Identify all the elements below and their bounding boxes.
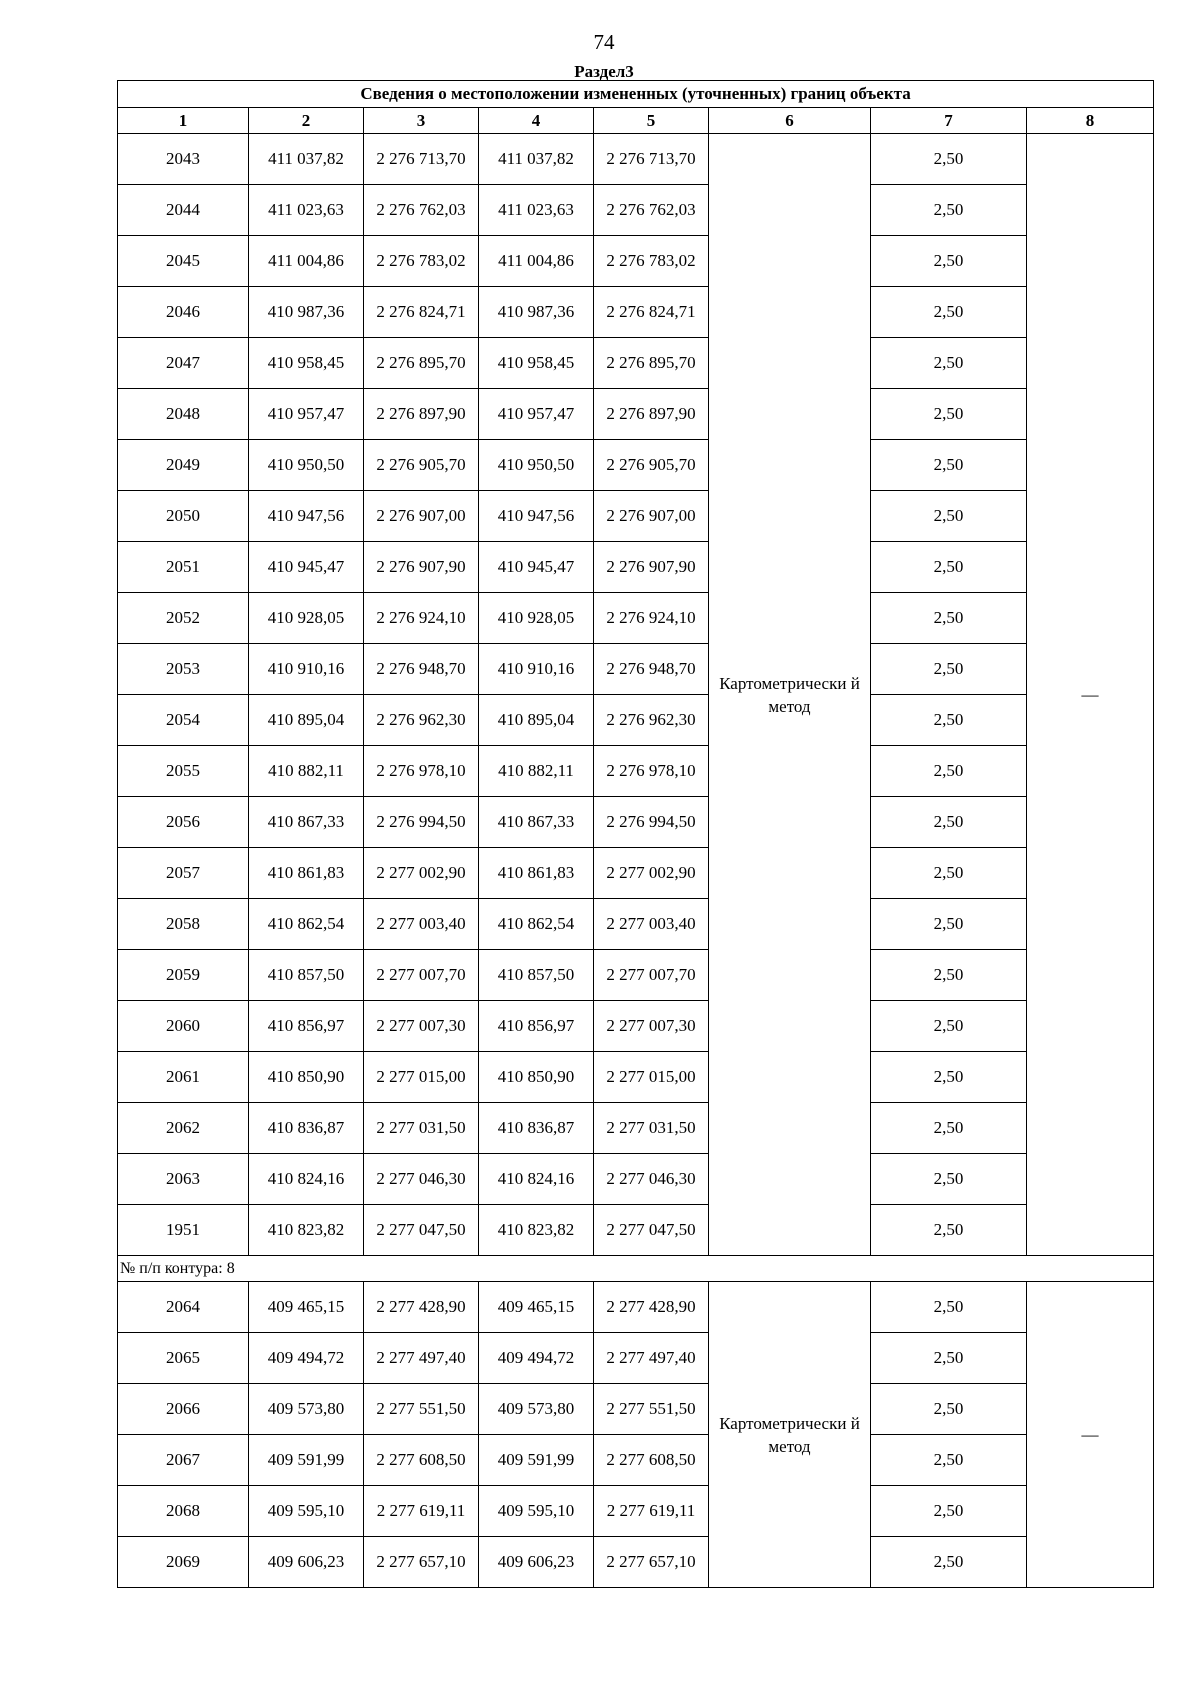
y-coordinate: 2 276 897,90 [364, 389, 479, 440]
column-number-row [118, 108, 1154, 134]
x-coordinate: 409 606,23 [249, 1537, 364, 1588]
point-number: 2068 [118, 1486, 249, 1537]
x-coordinate: 410 857,50 [249, 950, 364, 1001]
column-number: 2 [249, 108, 364, 134]
section-title: Раздел3 [574, 62, 634, 81]
x-coordinate-new: 410 836,87 [479, 1103, 594, 1154]
table-row [118, 440, 1154, 491]
table-row [118, 950, 1154, 1001]
table-row [118, 797, 1154, 848]
point-number: 2061 [118, 1052, 249, 1103]
point-number: 2053 [118, 644, 249, 695]
table-row [118, 1282, 1154, 1333]
y-coordinate-new: 2 276 907,90 [594, 542, 709, 593]
precision-value: 2,50 [871, 389, 1027, 440]
y-coordinate-new: 2 276 783,02 [594, 236, 709, 287]
x-coordinate: 411 004,86 [249, 236, 364, 287]
x-coordinate-new: 410 861,83 [479, 848, 594, 899]
x-coordinate-new: 410 910,16 [479, 644, 594, 695]
point-number: 2058 [118, 899, 249, 950]
table-row [118, 1154, 1154, 1205]
precision-value: 2,50 [871, 644, 1027, 695]
column-8-cell: — [1027, 134, 1154, 1256]
point-number: 2056 [118, 797, 249, 848]
point-number: 2066 [118, 1384, 249, 1435]
coordinates-table [117, 80, 1154, 1588]
column-number: 3 [364, 108, 479, 134]
point-number: 2045 [118, 236, 249, 287]
column-number: 6 [709, 108, 871, 134]
x-coordinate: 409 595,10 [249, 1486, 364, 1537]
precision-value: 2,50 [871, 1154, 1027, 1205]
precision-value: 2,50 [871, 185, 1027, 236]
table-row [118, 746, 1154, 797]
table-row [118, 1435, 1154, 1486]
y-coordinate: 2 276 948,70 [364, 644, 479, 695]
precision-value: 2,50 [871, 1282, 1027, 1333]
x-coordinate-new: 410 824,16 [479, 1154, 594, 1205]
y-coordinate: 2 276 824,71 [364, 287, 479, 338]
point-number: 2052 [118, 593, 249, 644]
y-coordinate: 2 277 619,11 [364, 1486, 479, 1537]
table-row [118, 593, 1154, 644]
table-caption: Сведения о местоположении измененных (уточненных) границ объекта [118, 81, 1154, 108]
x-coordinate: 409 494,72 [249, 1333, 364, 1384]
method-cell: Картометрически й метод [709, 134, 871, 1256]
table-row [118, 644, 1154, 695]
y-coordinate-new: 2 276 907,00 [594, 491, 709, 542]
y-coordinate-new: 2 276 905,70 [594, 440, 709, 491]
x-coordinate-new: 410 895,04 [479, 695, 594, 746]
x-coordinate: 410 836,87 [249, 1103, 364, 1154]
x-coordinate: 410 928,05 [249, 593, 364, 644]
x-coordinate: 410 823,82 [249, 1205, 364, 1256]
x-coordinate-new: 411 023,63 [479, 185, 594, 236]
point-number: 2050 [118, 491, 249, 542]
precision-value: 2,50 [871, 695, 1027, 746]
y-coordinate: 2 277 657,10 [364, 1537, 479, 1588]
column-number: 1 [118, 108, 249, 134]
x-coordinate: 410 950,50 [249, 440, 364, 491]
x-coordinate: 410 861,83 [249, 848, 364, 899]
point-number: 2069 [118, 1537, 249, 1588]
precision-value: 2,50 [871, 1103, 1027, 1154]
y-coordinate-new: 2 277 657,10 [594, 1537, 709, 1588]
y-coordinate-new: 2 276 897,90 [594, 389, 709, 440]
table-row [118, 542, 1154, 593]
y-coordinate-new: 2 277 046,30 [594, 1154, 709, 1205]
point-number: 2062 [118, 1103, 249, 1154]
point-number: 2054 [118, 695, 249, 746]
x-coordinate: 410 882,11 [249, 746, 364, 797]
y-coordinate: 2 276 905,70 [364, 440, 479, 491]
x-coordinate-new: 410 856,97 [479, 1001, 594, 1052]
contour-row [118, 1256, 1154, 1282]
precision-value: 2,50 [871, 491, 1027, 542]
x-coordinate: 410 958,45 [249, 338, 364, 389]
x-coordinate-new: 409 494,72 [479, 1333, 594, 1384]
x-coordinate-new: 410 987,36 [479, 287, 594, 338]
table-row [118, 287, 1154, 338]
x-coordinate: 410 987,36 [249, 287, 364, 338]
x-coordinate: 410 850,90 [249, 1052, 364, 1103]
x-coordinate-new: 410 958,45 [479, 338, 594, 389]
page-number: 74 [593, 30, 615, 54]
precision-value: 2,50 [871, 1537, 1027, 1588]
y-coordinate: 2 277 007,70 [364, 950, 479, 1001]
precision-value: 2,50 [871, 236, 1027, 287]
precision-value: 2,50 [871, 1384, 1027, 1435]
point-number: 2051 [118, 542, 249, 593]
y-coordinate-new: 2 276 962,30 [594, 695, 709, 746]
x-coordinate-new: 411 037,82 [479, 134, 594, 185]
y-coordinate-new: 2 277 551,50 [594, 1384, 709, 1435]
table-row [118, 848, 1154, 899]
y-coordinate: 2 276 994,50 [364, 797, 479, 848]
y-coordinate-new: 2 276 924,10 [594, 593, 709, 644]
y-coordinate: 2 276 762,03 [364, 185, 479, 236]
y-coordinate: 2 276 924,10 [364, 593, 479, 644]
table-row [118, 491, 1154, 542]
point-number: 2049 [118, 440, 249, 491]
y-coordinate-new: 2 276 824,71 [594, 287, 709, 338]
point-number: 2047 [118, 338, 249, 389]
table-row [118, 1486, 1154, 1537]
point-number: 2048 [118, 389, 249, 440]
y-coordinate-new: 2 276 978,10 [594, 746, 709, 797]
column-number: 7 [871, 108, 1027, 134]
precision-value: 2,50 [871, 542, 1027, 593]
point-number: 2063 [118, 1154, 249, 1205]
y-coordinate: 2 277 608,50 [364, 1435, 479, 1486]
y-coordinate: 2 277 551,50 [364, 1384, 479, 1435]
y-coordinate: 2 277 015,00 [364, 1052, 479, 1103]
y-coordinate: 2 277 003,40 [364, 899, 479, 950]
x-coordinate: 410 945,47 [249, 542, 364, 593]
y-coordinate: 2 277 046,30 [364, 1154, 479, 1205]
x-coordinate: 409 591,99 [249, 1435, 364, 1486]
table-row [118, 1103, 1154, 1154]
precision-value: 2,50 [871, 1001, 1027, 1052]
column-number: 5 [594, 108, 709, 134]
x-coordinate: 410 957,47 [249, 389, 364, 440]
column-number: 4 [479, 108, 594, 134]
precision-value: 2,50 [871, 1205, 1027, 1256]
x-coordinate-new: 410 862,54 [479, 899, 594, 950]
point-number: 2065 [118, 1333, 249, 1384]
point-number: 2067 [118, 1435, 249, 1486]
y-coordinate-new: 2 277 007,30 [594, 1001, 709, 1052]
precision-value: 2,50 [871, 1435, 1027, 1486]
y-coordinate-new: 2 276 895,70 [594, 338, 709, 389]
precision-value: 2,50 [871, 1052, 1027, 1103]
y-coordinate: 2 277 002,90 [364, 848, 479, 899]
precision-value: 2,50 [871, 593, 1027, 644]
y-coordinate-new: 2 277 007,70 [594, 950, 709, 1001]
x-coordinate-new: 410 857,50 [479, 950, 594, 1001]
x-coordinate-new: 410 957,47 [479, 389, 594, 440]
y-coordinate-new: 2 277 619,11 [594, 1486, 709, 1537]
y-coordinate: 2 277 047,50 [364, 1205, 479, 1256]
method-cell: Картометрически й метод [709, 1282, 871, 1588]
y-coordinate-new: 2 277 047,50 [594, 1205, 709, 1256]
x-coordinate: 411 037,82 [249, 134, 364, 185]
x-coordinate: 410 856,97 [249, 1001, 364, 1052]
y-coordinate: 2 276 907,00 [364, 491, 479, 542]
x-coordinate: 410 867,33 [249, 797, 364, 848]
y-coordinate-new: 2 277 015,00 [594, 1052, 709, 1103]
precision-value: 2,50 [871, 287, 1027, 338]
table-row [118, 1384, 1154, 1435]
x-coordinate: 410 895,04 [249, 695, 364, 746]
x-coordinate: 410 947,56 [249, 491, 364, 542]
y-coordinate: 2 276 713,70 [364, 134, 479, 185]
column-8-cell: — [1027, 1282, 1154, 1588]
table-row [118, 236, 1154, 287]
table-row [118, 695, 1154, 746]
x-coordinate-new: 410 823,82 [479, 1205, 594, 1256]
point-number: 2060 [118, 1001, 249, 1052]
table-row [118, 389, 1154, 440]
x-coordinate-new: 409 573,80 [479, 1384, 594, 1435]
y-coordinate-new: 2 276 762,03 [594, 185, 709, 236]
precision-value: 2,50 [871, 746, 1027, 797]
x-coordinate-new: 410 950,50 [479, 440, 594, 491]
y-coordinate: 2 277 497,40 [364, 1333, 479, 1384]
y-coordinate-new: 2 277 497,40 [594, 1333, 709, 1384]
x-coordinate-new: 410 882,11 [479, 746, 594, 797]
table-row [118, 1333, 1154, 1384]
y-coordinate: 2 276 978,10 [364, 746, 479, 797]
y-coordinate: 2 276 962,30 [364, 695, 479, 746]
x-coordinate: 410 910,16 [249, 644, 364, 695]
precision-value: 2,50 [871, 950, 1027, 1001]
x-coordinate-new: 409 595,10 [479, 1486, 594, 1537]
point-number: 2044 [118, 185, 249, 236]
x-coordinate-new: 409 591,99 [479, 1435, 594, 1486]
y-coordinate-new: 2 277 003,40 [594, 899, 709, 950]
x-coordinate-new: 409 465,15 [479, 1282, 594, 1333]
y-coordinate-new: 2 277 608,50 [594, 1435, 709, 1486]
x-coordinate-new: 410 947,56 [479, 491, 594, 542]
x-coordinate-new: 410 928,05 [479, 593, 594, 644]
x-coordinate-new: 411 004,86 [479, 236, 594, 287]
table-row [118, 1537, 1154, 1588]
point-number: 1951 [118, 1205, 249, 1256]
precision-value: 2,50 [871, 1486, 1027, 1537]
contour-label: № п/п контура: 8 [118, 1256, 1154, 1282]
x-coordinate-new: 410 867,33 [479, 797, 594, 848]
x-coordinate: 409 573,80 [249, 1384, 364, 1435]
y-coordinate: 2 276 895,70 [364, 338, 479, 389]
precision-value: 2,50 [871, 848, 1027, 899]
y-coordinate: 2 276 907,90 [364, 542, 479, 593]
x-coordinate-new: 410 850,90 [479, 1052, 594, 1103]
y-coordinate-new: 2 276 713,70 [594, 134, 709, 185]
column-number: 8 [1027, 108, 1154, 134]
y-coordinate: 2 276 783,02 [364, 236, 479, 287]
point-number: 2043 [118, 134, 249, 185]
precision-value: 2,50 [871, 899, 1027, 950]
table-row [118, 1001, 1154, 1052]
precision-value: 2,50 [871, 338, 1027, 389]
table-row [118, 899, 1154, 950]
precision-value: 2,50 [871, 440, 1027, 491]
table-row [118, 1205, 1154, 1256]
point-number: 2057 [118, 848, 249, 899]
y-coordinate-new: 2 276 948,70 [594, 644, 709, 695]
x-coordinate: 409 465,15 [249, 1282, 364, 1333]
point-number: 2064 [118, 1282, 249, 1333]
x-coordinate: 410 824,16 [249, 1154, 364, 1205]
x-coordinate-new: 410 945,47 [479, 542, 594, 593]
point-number: 2059 [118, 950, 249, 1001]
table-row [118, 338, 1154, 389]
y-coordinate: 2 277 031,50 [364, 1103, 479, 1154]
y-coordinate-new: 2 276 994,50 [594, 797, 709, 848]
precision-value: 2,50 [871, 797, 1027, 848]
table-row [118, 134, 1154, 185]
y-coordinate: 2 277 007,30 [364, 1001, 479, 1052]
y-coordinate-new: 2 277 002,90 [594, 848, 709, 899]
y-coordinate-new: 2 277 428,90 [594, 1282, 709, 1333]
table-row [118, 1052, 1154, 1103]
y-coordinate: 2 277 428,90 [364, 1282, 479, 1333]
precision-value: 2,50 [871, 134, 1027, 185]
point-number: 2046 [118, 287, 249, 338]
y-coordinate-new: 2 277 031,50 [594, 1103, 709, 1154]
point-number: 2055 [118, 746, 249, 797]
precision-value: 2,50 [871, 1333, 1027, 1384]
table-row [118, 185, 1154, 236]
x-coordinate-new: 409 606,23 [479, 1537, 594, 1588]
x-coordinate: 410 862,54 [249, 899, 364, 950]
x-coordinate: 411 023,63 [249, 185, 364, 236]
